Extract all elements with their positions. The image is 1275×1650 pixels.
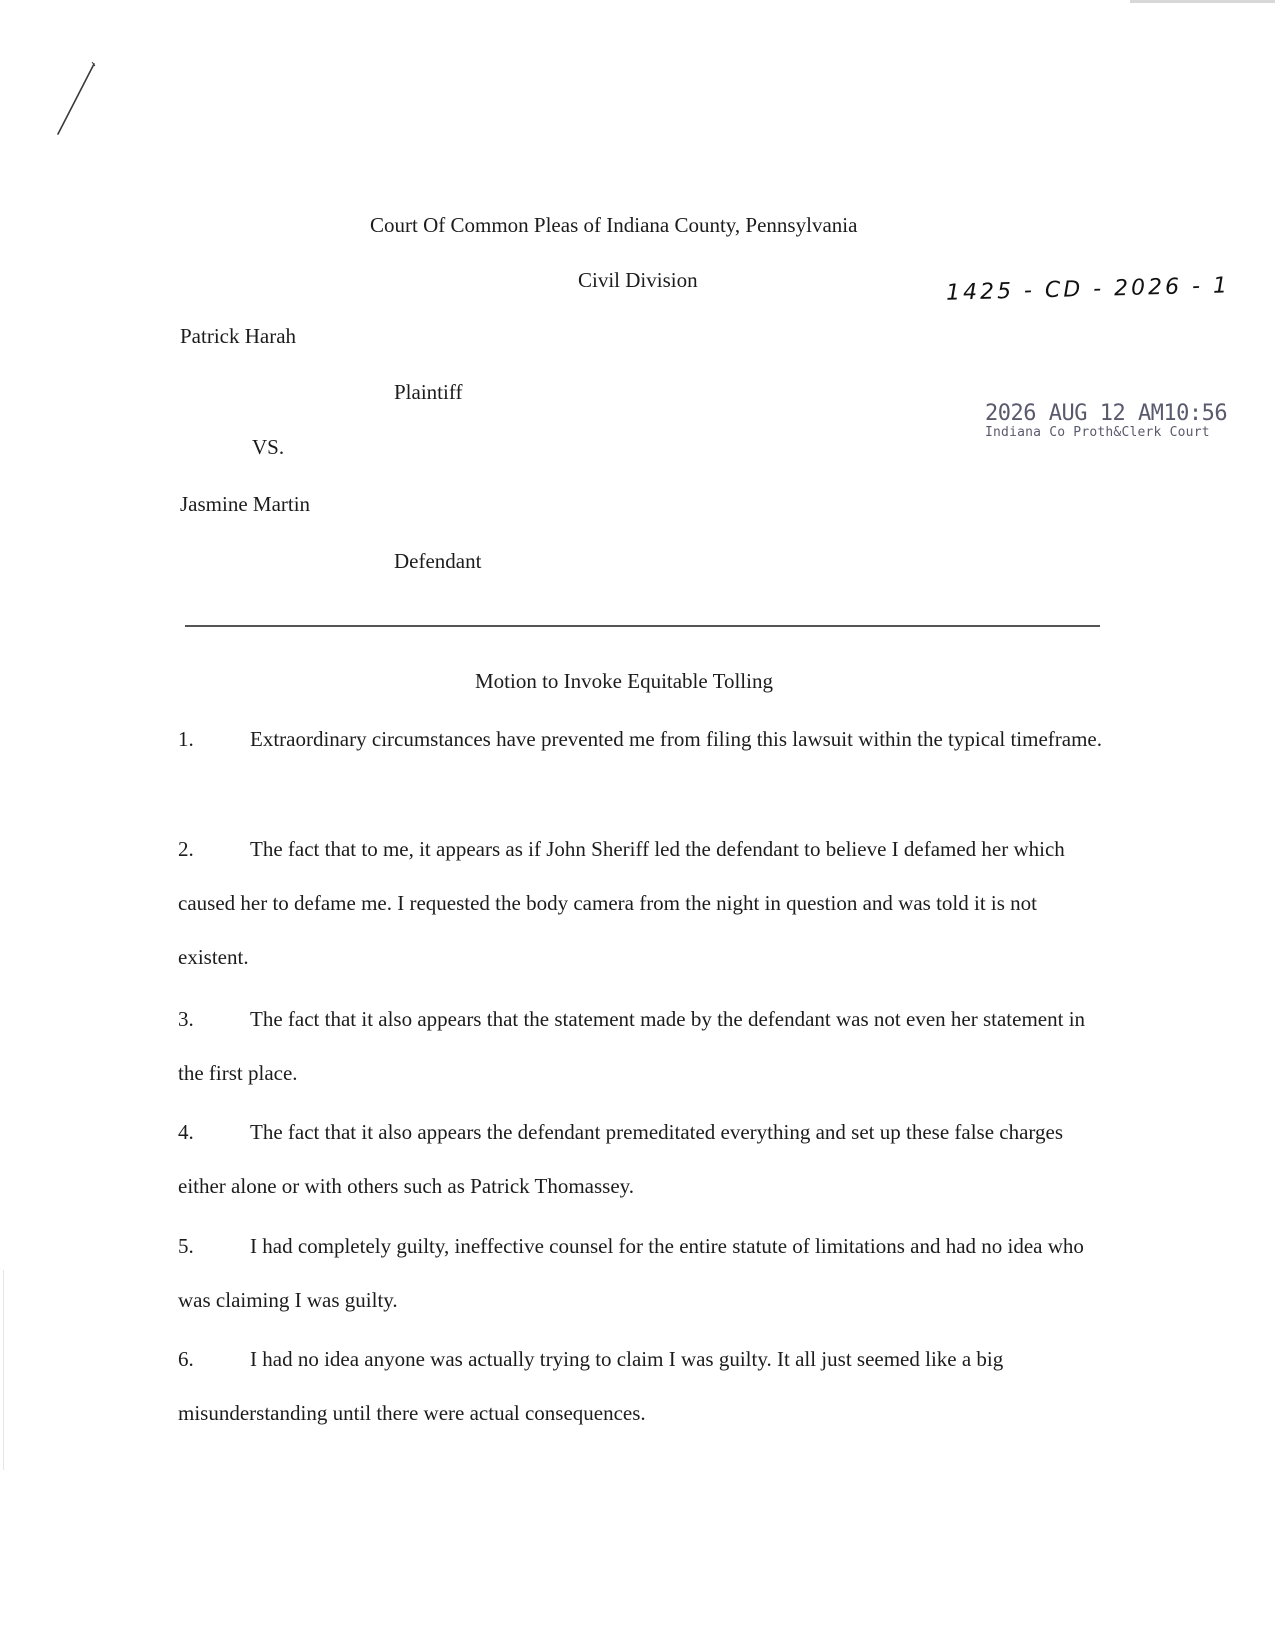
filing-stamp (985, 403, 1227, 439)
versus-label: VS. (252, 435, 285, 459)
scan-margin-line (3, 1270, 4, 1470)
pen-mark-icon (50, 60, 100, 140)
paragraph-number: 3. (178, 1007, 194, 1031)
motion-title: Motion to Invoke Equitable Tolling (475, 669, 773, 693)
paragraph-text: The fact that it also appears the defendant premeditated everything and set up these false charges either alone or with others such as Patrick Thomassey. (178, 1120, 1064, 1198)
paragraph-text: I had completely guilty, ineffective counsel for the entire statute of limitations and had no idea who was claiming I was guilty. (178, 1234, 1084, 1312)
plaintiff-role: Plaintiff (394, 380, 463, 404)
defendant-name: Jasmine Martin (180, 492, 311, 516)
paragraph-5 (178, 1219, 1108, 1327)
court-title: Court Of Common Pleas of Indiana County, Pennsylvania (370, 213, 858, 237)
caption-divider (185, 625, 1100, 627)
plaintiff-name: Patrick Harah (180, 324, 297, 348)
paragraph-4 (178, 1105, 1108, 1213)
paragraph-text: Extraordinary circumstances have prevented me from filing this lawsuit within the typical timeframe. (250, 727, 1102, 751)
scan-edge (1130, 0, 1275, 3)
paragraph-number: 1. (178, 727, 194, 751)
paragraph-1 (178, 712, 1108, 766)
paragraph-text: I had no idea anyone was actually trying to claim I was guilty. It all just seemed like a big misunderstanding until there were actual consequences. (178, 1347, 1004, 1425)
paragraph-number: 2. (178, 837, 194, 861)
paragraph-text: The fact that it also appears that the statement made by the defendant was not even her statement in the first place. (178, 1007, 1086, 1085)
stamp-datetime: 2026 AUG 12 AM10:56 (985, 401, 1228, 426)
paragraph-number: 5. (178, 1234, 194, 1258)
division-label: Civil Division (578, 268, 698, 292)
paragraph-number: 4. (178, 1120, 194, 1144)
stamp-office: Indiana Co Proth&Clerk Court (985, 425, 1210, 440)
paragraph-3 (178, 992, 1108, 1100)
handwritten-case-number: 1425 - CD - 2026 - 1 (945, 273, 1231, 306)
paragraph-2 (178, 822, 1108, 984)
paragraph-text: The fact that to me, it appears as if John Sheriff led the defendant to believe I defamed her which caused her to defame me. I requested the body camera from the night in question and was told it is not existent. (178, 837, 1065, 969)
paragraph-6 (178, 1332, 1108, 1440)
defendant-role: Defendant (394, 549, 482, 573)
paragraph-number: 6. (178, 1347, 194, 1371)
